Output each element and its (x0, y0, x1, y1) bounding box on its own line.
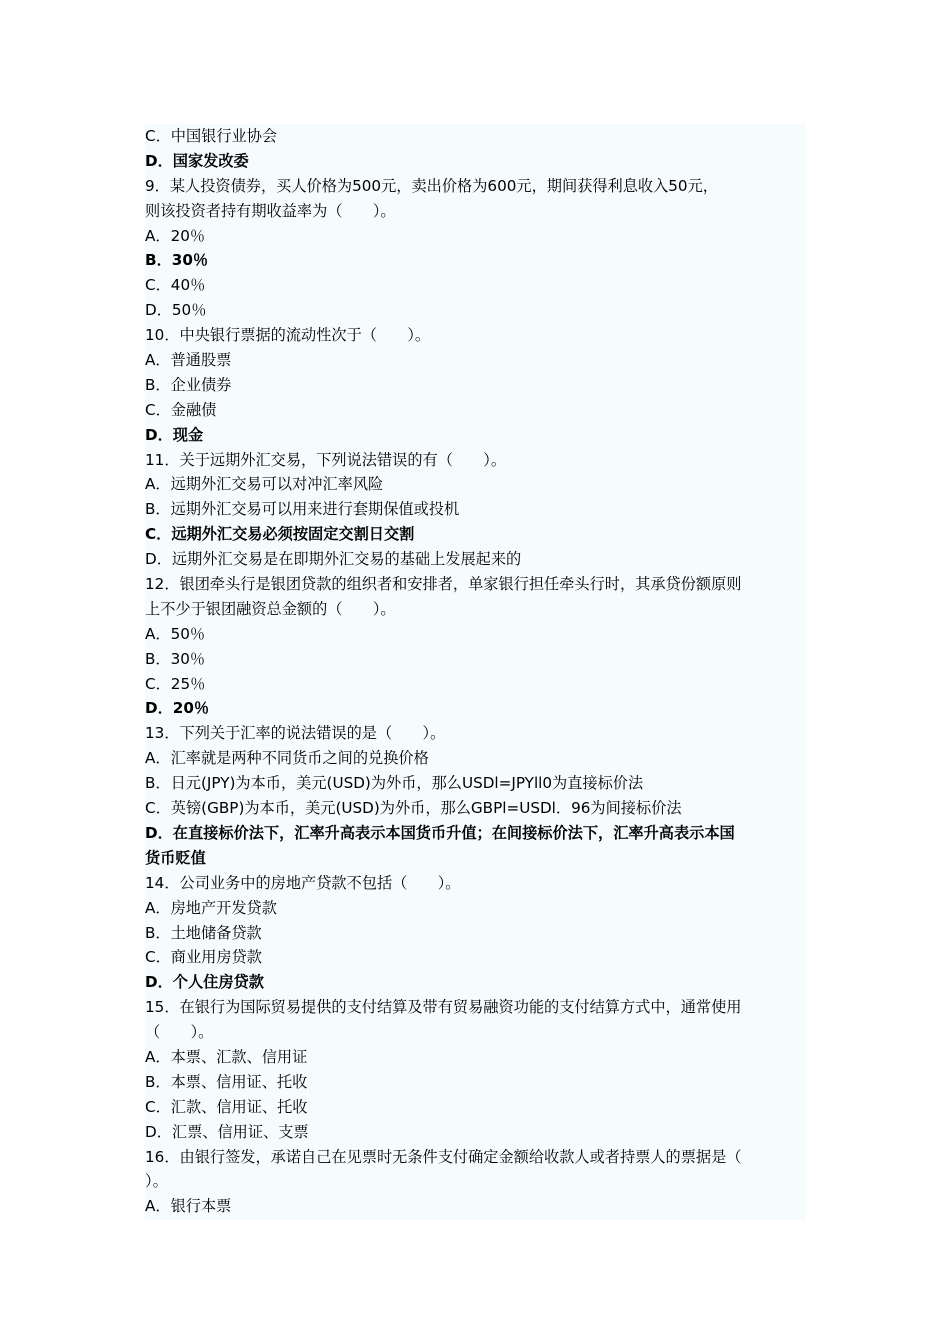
question-14: 14．公司业务中的房地产贷款不包括（ ）。 (145, 873, 461, 892)
question-16: 16．由银行签发，承诺自己在见票时无条件支付确定金额给收款人或者持票人的票据是（ (145, 1147, 742, 1166)
q12-option-a: A．50％ (145, 624, 206, 643)
q11-option-b: B．远期外汇交易可以用来进行套期保值或投机 (145, 500, 460, 519)
q9-option-d: D．50％ (145, 301, 207, 320)
q10-option-d-answer: D．现金 (145, 425, 204, 444)
line-d-answer: D．国家发改委 (145, 151, 249, 170)
q11-option-d: D．远期外汇交易是在即期外汇交易的基础上发展起来的 (145, 550, 522, 569)
line-c-option: C．中国银行业协会 (145, 127, 278, 145)
q12-option-b: B．30％ (145, 649, 206, 668)
question-12: 12．银团牵头行是银团贷款的组织者和安排者，单家银行担任牵头行时，其承贷份额原则 (145, 575, 742, 594)
q14-option-b: B．土地储备贷款 (145, 923, 262, 942)
q10-option-c: C．金融债 (145, 400, 217, 419)
q10-option-b: B．企业债券 (145, 375, 232, 394)
document-content (145, 124, 806, 1220)
q15-option-d: D．汇票、信用证、支票 (145, 1122, 309, 1141)
q15-option-c: C．汇款、信用证、托收 (145, 1097, 308, 1116)
q9-option-a: A．20％ (145, 226, 206, 245)
q9-option-b-answer: B．30％ (145, 251, 209, 270)
q14-option-a: A．房地产开发贷款 (145, 898, 277, 917)
question-15: 15．在银行为国际贸易提供的支付结算及带有贸易融资功能的支付结算方式中，通常使用 (145, 998, 742, 1017)
q13-option-b: B．日元(JPY)为本币，美元(USD)为外币，那么USDl=JPYll0为直接标价法 (145, 774, 644, 793)
q12-option-d-answer: D．20％ (145, 699, 210, 718)
q11-option-c-answer: C．远期外汇交易必须按固定交割日交割 (145, 525, 415, 544)
question-9-cont: 则该投资者持有期收益率为（ ）。 (145, 201, 396, 220)
q11-option-a: A．远期外汇交易可以对冲汇率风险 (145, 475, 384, 494)
q15-option-b: B．本票、信用证、托收 (145, 1072, 308, 1091)
question-15-cont: （ ）。 (145, 1023, 214, 1042)
question-16-cont: ）。 (145, 1172, 168, 1191)
q10-option-a: A．普通股票 (145, 351, 232, 370)
q15-option-a: A．本票、汇款、信用证 (145, 1047, 308, 1066)
question-13: 13．下列关于汇率的说法错误的是（ ）。 (145, 724, 446, 743)
question-12-cont: 上不少于银团融资总金额的（ ）。 (145, 599, 396, 618)
q14-option-d-answer: D．个人住房贷款 (145, 973, 264, 992)
question-10: 10．中央银行票据的流动性次于（ ）。 (145, 326, 431, 345)
q9-option-c: C．40％ (145, 276, 206, 295)
q14-option-c: C．商业用房贷款 (145, 948, 262, 967)
q13-option-c: C．英镑(GBP)为本币，美元(USD)为外币，那么GBPl=USDl．96为间接标价法 (145, 799, 682, 818)
q16-option-a: A．银行本票 (145, 1197, 232, 1216)
q12-option-c: C．25％ (145, 674, 206, 693)
q13-option-d-answer: D．在直接标价法下，汇率升高表示本国货币升值；在间接标价法下，汇率升高表示本国 (145, 823, 735, 842)
question-11: 11．关于远期外汇交易，下列说法错误的有（ ）。 (145, 450, 507, 469)
question-9: 9．某人投资债券，买人价格为500元，卖出价格为600元，期间获得利息收入50元， (145, 176, 718, 195)
q13-option-d-answer-cont: 货币贬值 (145, 848, 206, 867)
q13-option-a: A．汇率就是两种不同货币之间的兑换价格 (145, 749, 429, 768)
